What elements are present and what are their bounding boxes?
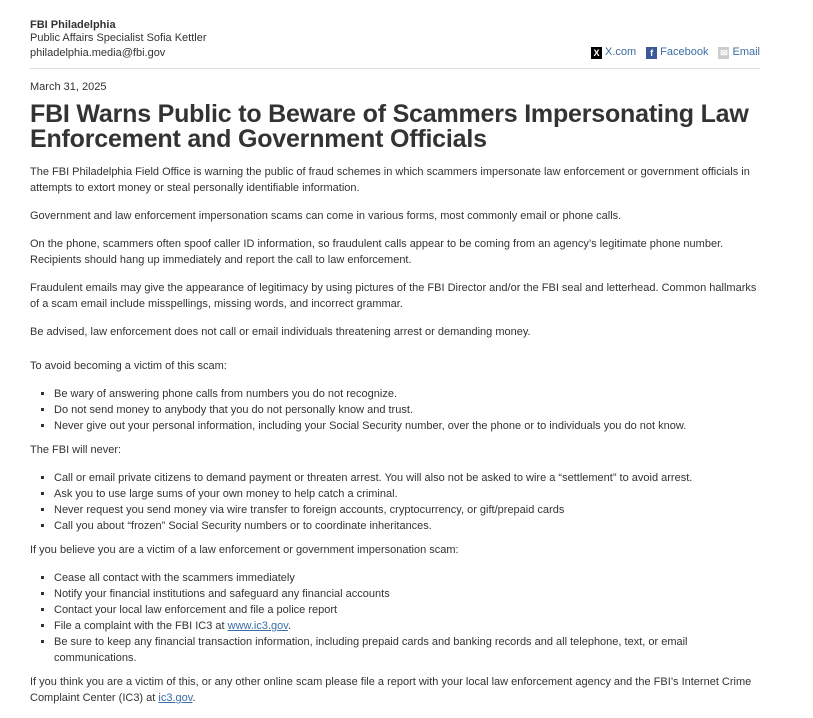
list-item: ▪ Ask you to use large sums of your own money to help catch a criminal. (54, 486, 760, 502)
share-x-label: X.com (604, 46, 637, 58)
office-name: FBI Philadelphia (30, 19, 116, 31)
paragraph: The FBI Philadelphia Field Office is warning the public of fraud schemes in which scammers impersonate law enforcement or government officials in attempts to extort money or steal personally identifiable information. (30, 166, 750, 194)
envelope-icon: ✉ (720, 47, 728, 58)
list-item: ▪ Cease all contact with the scammers immediately (54, 570, 760, 586)
list-item: ▪ Be sure to keep any financial transaction information, including prepaid cards and banking records and all telephone, text, or email communications. (54, 634, 760, 666)
contact-header (30, 19, 760, 69)
list-item: ▪ Contact your local law enforcement and file a police report (54, 602, 760, 618)
list-item: ▪ Never give out your personal information, including your Social Security number, over the phone or to individuals you do not know. (54, 418, 760, 434)
paragraph: If you believe you are a victim of a law enforcement or government impersonation scam: (30, 544, 459, 556)
share-facebook-link[interactable] (646, 46, 708, 59)
paragraph: Fraudulent emails may give the appearance of legitimacy by using pictures of the FBI Director and/or the FBI seal and letterhead. Common hallmarks of a scam email include misspellings, missing words, and incorrect grammar. (30, 282, 757, 310)
contact-email: philadelphia.media@fbi.gov (30, 47, 166, 59)
never-list (30, 470, 760, 534)
share-email-link[interactable] (718, 46, 760, 59)
list-item: ▪ Call you about “frozen” Social Security numbers or to coordinate inheritances. (54, 518, 760, 534)
press-release (30, 19, 760, 718)
avoid-list (30, 386, 760, 434)
list-item-text: File a complaint with the FBI IC3 at (54, 620, 228, 632)
list-item: ▪ Never request you send money via wire transfer to foreign accounts, cryptocurrency, or gift/prepaid cards (54, 502, 760, 518)
share-links (591, 46, 760, 59)
ic3-link[interactable]: www.ic3.gov (227, 620, 288, 632)
paragraph: To avoid becoming a victim of this scam: (30, 360, 227, 372)
release-date: March 31, 2025 (30, 81, 107, 93)
victim-list (30, 570, 760, 666)
paragraph: On the phone, scammers often spoof caller ID information, so fraudulent calls appear to be coming from an agency’s legitimate phone number. Recipients should hang up immediately and report the call to law enforcement. (30, 238, 724, 266)
share-x-link[interactable] (591, 46, 636, 59)
period: . (287, 620, 292, 632)
paragraph: Government and law enforcement impersonation scams can come in various forms, most commonly email or phone calls. (30, 210, 622, 222)
list-item: ▪ Notify your financial institutions and safeguard any financial accounts (54, 586, 760, 602)
x-icon: X (591, 47, 602, 59)
list-item: ▪ Call or email private citizens to demand payment or threaten arrest. You will also not be asked to wire a “settlement” to avoid arrest. (54, 470, 760, 486)
list-item (54, 618, 760, 634)
list-item: ▪ Do not send money to anybody that you do not personally know and trust. (54, 402, 760, 418)
paragraph: The FBI will never: (30, 444, 122, 456)
page-title: FBI Warns Public to Beware of Scammers Impersonating Law Enforcement and Government Officials (30, 100, 749, 153)
contact-name: Public Affairs Specialist Sofia Kettler (30, 32, 207, 44)
paragraph: Be advised, law enforcement does not call or email individuals threatening arrest or demanding money. (30, 326, 531, 338)
list-item: ▪ Be wary of answering phone calls from numbers you do not recognize. (54, 386, 760, 402)
share-facebook-label: Facebook (660, 46, 709, 58)
ic3-link[interactable]: ic3.gov (158, 692, 193, 704)
closing-text: If you think you are a victim of this, or any other online scam please file a report with your local law enforcement agency and the FBI’s Internet Crime Complaint Center (IC3) at (30, 676, 752, 704)
share-email-label: Email (732, 46, 760, 58)
closing-paragraph (30, 674, 760, 706)
period: . (192, 692, 196, 704)
facebook-icon: f (646, 47, 657, 59)
